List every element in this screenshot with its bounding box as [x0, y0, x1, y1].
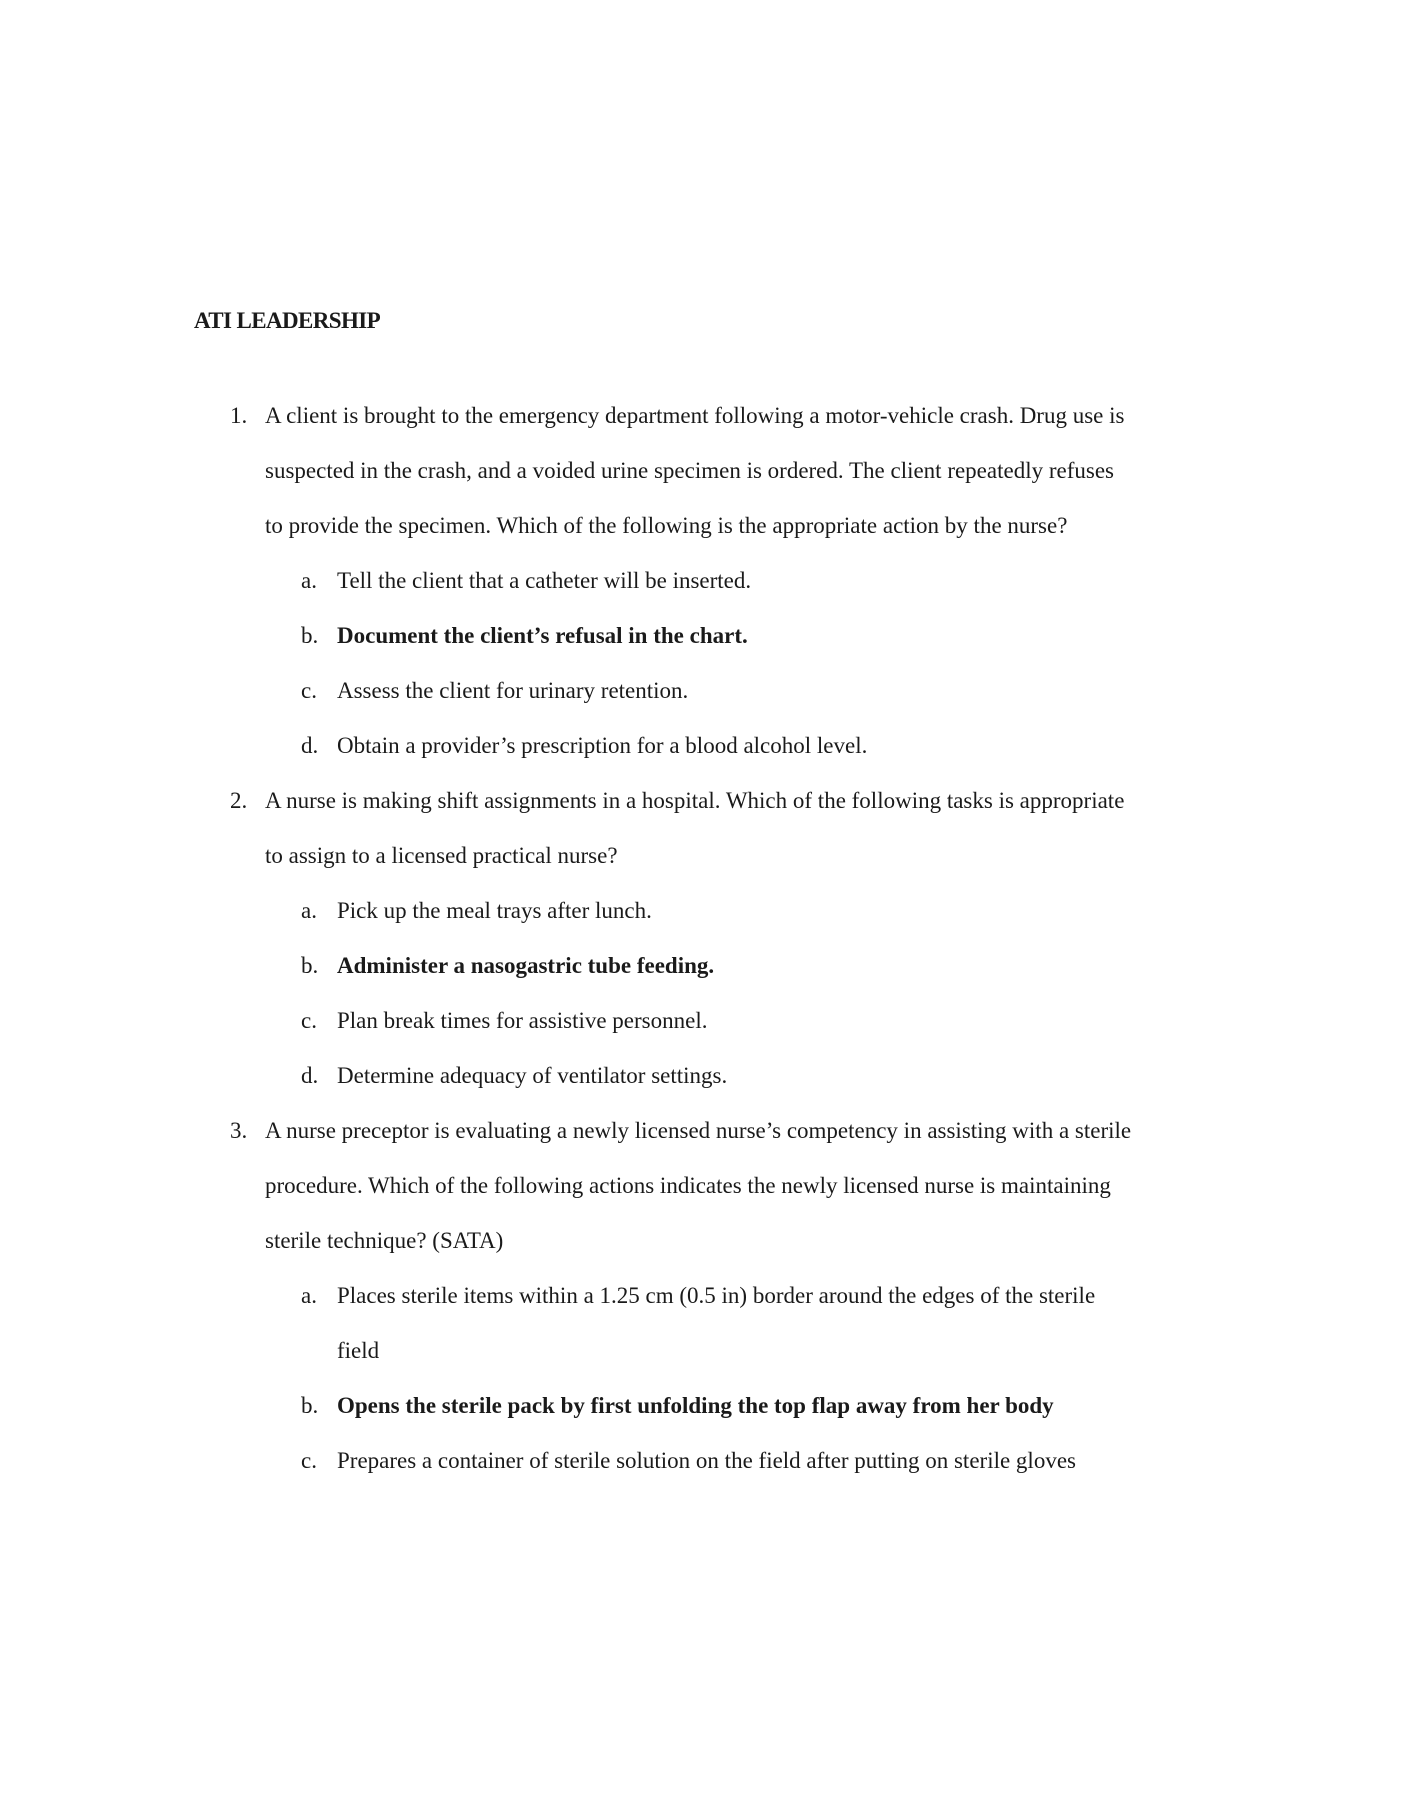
choice-item-answer: [0, 938, 1424, 993]
choice-item: [0, 1268, 1424, 1378]
choice-letter: a.: [301, 568, 317, 593]
choice-letter: c.: [301, 678, 317, 703]
document-title: ATI LEADERSHIP: [194, 308, 381, 333]
question-text: A nurse is making shift assignments in a hospital. Which of the following tasks is appropriate to assign to a licensed practical nurse?: [265, 788, 1125, 868]
choice-text-answer: Administer a nasogastric tube feeding.: [337, 953, 715, 978]
choice-item: [0, 663, 1424, 718]
question-number: 3.: [230, 1118, 248, 1143]
choice-item: [0, 718, 1424, 773]
choice-letter: c.: [301, 1008, 317, 1033]
question-2: [0, 773, 1424, 1103]
choice-letter: b.: [301, 1393, 319, 1418]
choice-text-answer: Opens the sterile pack by first unfolding the top flap away from her body: [337, 1393, 1054, 1418]
choice-letter: a.: [301, 898, 317, 923]
question-list: [0, 388, 1424, 1488]
choice-text: Plan break times for assistive personnel.: [337, 1008, 708, 1033]
choice-item: [0, 993, 1424, 1048]
question-number: 1.: [230, 403, 248, 428]
choice-text: Obtain a provider’s prescription for a blood alcohol level.: [337, 733, 868, 758]
choice-item: [0, 1433, 1424, 1488]
choice-text: Assess the client for urinary retention.: [337, 678, 689, 703]
choice-text: Determine adequacy of ventilator settings.: [337, 1063, 728, 1088]
choice-letter: d.: [301, 1063, 319, 1088]
choice-item-answer: [0, 608, 1424, 663]
choice-letter: c.: [301, 1448, 317, 1473]
choice-list: [0, 883, 1424, 1103]
choice-letter: d.: [301, 733, 319, 758]
choice-text: Pick up the meal trays after lunch.: [337, 898, 652, 923]
choice-letter: b.: [301, 623, 319, 648]
choice-list: [0, 553, 1424, 773]
choice-letter: a.: [301, 1283, 317, 1308]
choice-text: Places sterile items within a 1.25 cm (0.5 in) border around the edges of the sterile field: [337, 1283, 1096, 1363]
choice-item: [0, 883, 1424, 938]
choice-text: Prepares a container of sterile solution on the field after putting on sterile gloves: [337, 1448, 1076, 1473]
choice-text: Tell the client that a catheter will be inserted.: [337, 568, 752, 593]
choice-letter: b.: [301, 953, 319, 978]
choice-item: [0, 553, 1424, 608]
question-text: A client is brought to the emergency department following a motor-vehicle crash. Drug use is suspected in the crash, and a voided urine specimen is ordered. The client repeatedly refuses to provide the specimen. Which of the following is the appropriate action by the nurse?: [265, 403, 1125, 538]
question-text: A nurse preceptor is evaluating a newly licensed nurse’s competency in assisting with a sterile procedure. Which of the following actions indicates the newly licensed nurse is maintaining sterile technique? (SATA): [265, 1118, 1132, 1253]
question-3: [0, 1103, 1424, 1488]
question-1: [0, 388, 1424, 773]
choice-item: [0, 1048, 1424, 1103]
question-number: 2.: [230, 788, 248, 813]
choice-item-answer: [0, 1378, 1424, 1433]
choice-list: [0, 1268, 1424, 1488]
choice-text-answer: Document the client’s refusal in the chart.: [337, 623, 748, 648]
